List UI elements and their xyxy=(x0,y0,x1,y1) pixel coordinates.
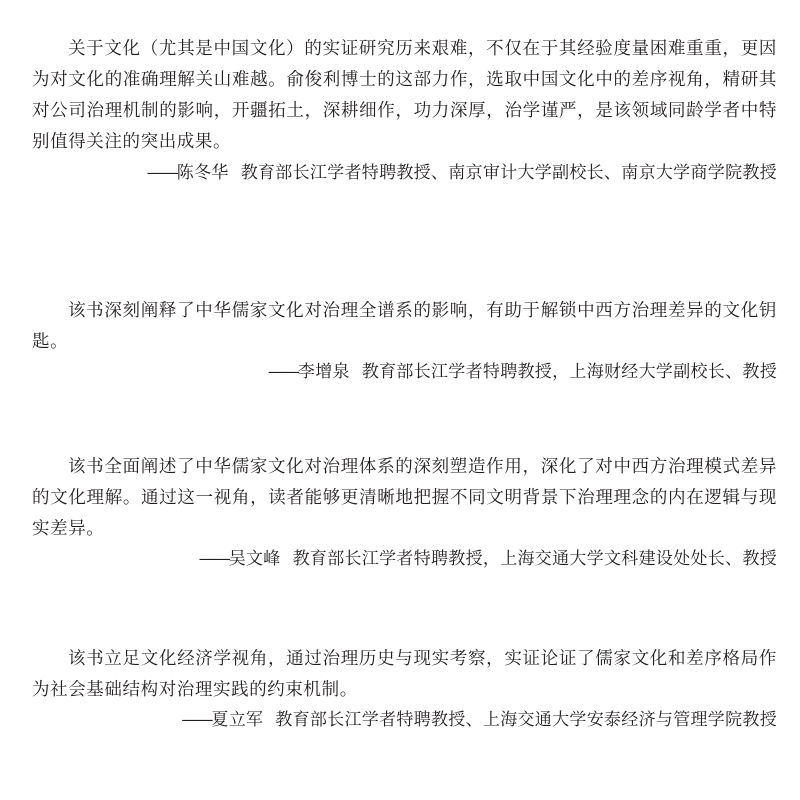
signature-name: 陈冬华 xyxy=(176,163,229,183)
endorsement-quote: 关于文化（尤其是中国文化）的实证研究历来艰难，不仅在于其经验度量困难重重，更因为对文化的准确理解关山难越。俞俊利博士的这部力作，选取中国文化中的差序视角，精研其对公司治理机制的影响，开疆拓土，深耕细作，功力深厚，治学谨严，是该领域同龄学者中特别值得关注的突出成果。 xyxy=(32,39,777,152)
endorsement-xia-lijun xyxy=(32,644,777,734)
endorsement-quote: 该书全面阐述了中华儒家文化对治理体系的深刻塑造作用，深化了对中西方治理模式差异的文化理解。通过这一视角，读者能够更清晰地把握不同文明背景下治理理念的内在逻辑与现实差异。 xyxy=(32,457,777,539)
signature-name: 吴文峰 xyxy=(228,549,281,569)
endorsement-signature xyxy=(32,545,777,573)
signature-title: 教育部长江学者特聘教授、上海交通大学安泰经济与管理学院教授 xyxy=(275,710,777,730)
signature-dash: —— xyxy=(198,549,229,569)
signature-dash: —— xyxy=(181,710,212,730)
endorsement-chen-donghua xyxy=(32,34,777,187)
endorsement-signature xyxy=(32,358,777,386)
signature-name: 李增泉 xyxy=(297,362,350,382)
endorsement-li-zengquan xyxy=(32,296,777,386)
signature-title: 教育部长江学者特聘教授、南京审计大学副校长、南京大学商学院教授 xyxy=(240,163,777,183)
endorsement-quote: 该书立足文化经济学视角，通过治理历史与现实考察，实证论证了儒家文化和差序格局作为社会基础结构对治理实践的约束机制。 xyxy=(32,649,777,700)
signature-title: 教育部长江学者特聘教授，上海财经大学副校长、教授 xyxy=(361,362,777,382)
signature-name: 夏立军 xyxy=(211,710,264,730)
signature-dash: —— xyxy=(146,163,177,183)
endorsement-quote: 该书深刻阐释了中华儒家文化对治理全谱系的影响，有助于解锁中西方治理差异的文化钥匙。 xyxy=(32,301,777,352)
endorsement-signature xyxy=(32,159,777,187)
endorsement-signature xyxy=(32,706,777,734)
signature-dash: —— xyxy=(267,362,298,382)
signature-title: 教育部长江学者特聘教授，上海交通大学文科建设处处长、教授 xyxy=(292,549,777,569)
endorsement-wu-wenfeng xyxy=(32,452,777,573)
